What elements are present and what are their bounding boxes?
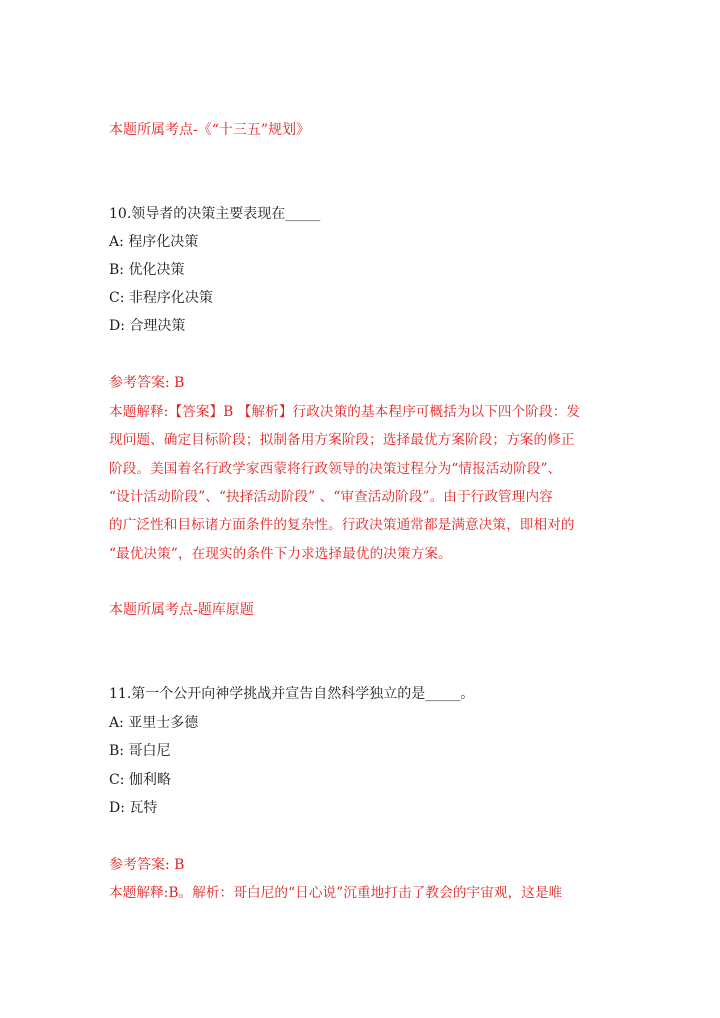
topic-label-1: 本题所属考点-《“十三五”规划》 bbox=[109, 122, 311, 138]
q10-answer: 参考答案: B bbox=[109, 375, 185, 391]
q10-option-a: A: 程序化决策 bbox=[109, 234, 199, 250]
q10-option-c: C: 非程序化决策 bbox=[109, 290, 213, 306]
q10-explanation-line: “最优决策”，在现实的条件下力求选择最优的决策方案。 bbox=[109, 546, 452, 562]
q10-explanation-line: 的广泛性和目标诸方面条件的复杂性。行政决策通常都是满意决策，即相对的 bbox=[109, 517, 575, 533]
topic-label-2: 本题所属考点-题库原题 bbox=[109, 602, 254, 618]
q10-explanation-line: 本题解释:【答案】B 【解析】行政决策的基本程序可概括为以下四个阶段：发 bbox=[109, 404, 581, 420]
q11-option-c: C: 伽利略 bbox=[109, 772, 171, 788]
q10-explanation-line: “设计活动阶段”、“抉择活动阶段” 、“审查活动阶段”。由于行政管理内容 bbox=[109, 489, 553, 505]
q10-explanation-line: 阶段。美国着名行政学家西蒙将行政领导的决策过程分为“情报活动阶段”、 bbox=[109, 461, 562, 477]
q11-option-b: B: 哥白尼 bbox=[109, 743, 171, 759]
q10-option-d: D: 合理决策 bbox=[109, 318, 186, 334]
q10-option-b: B: 优化决策 bbox=[109, 262, 185, 278]
q11-option-a: A: 亚里士多德 bbox=[109, 715, 199, 731]
q11-option-d: D: 瓦特 bbox=[109, 800, 158, 816]
q11-answer: 参考答案: B bbox=[109, 857, 185, 873]
question-11-text: 11.第一个公开向神学挑战并宣告自然科学独立的是_____。 bbox=[109, 686, 475, 702]
question-10-text: 10.领导者的决策主要表现在_____ bbox=[109, 206, 321, 222]
q11-explanation-line: 本题解释:B。解析：哥白尼的“日心说”沉重地打击了教会的宇宙观，这是唯 bbox=[109, 885, 563, 901]
q10-explanation-line: 现问题、确定目标阶段；拟制备用方案阶段；选择最优方案阶段；方案的修正 bbox=[109, 432, 575, 448]
